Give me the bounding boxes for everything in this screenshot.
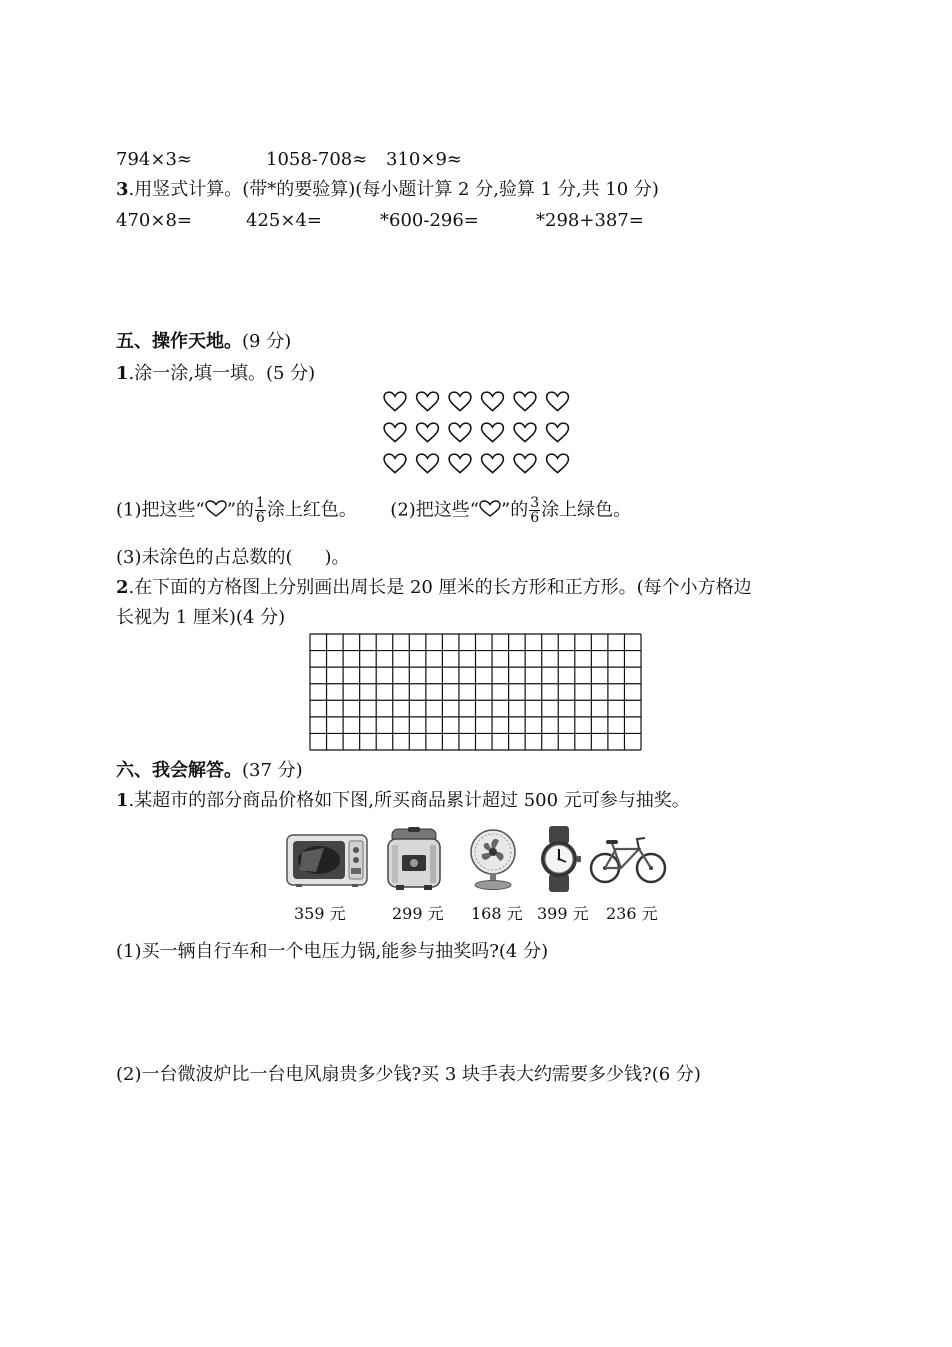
microwave-icon — [286, 832, 368, 888]
part3-text-before: (3)未涂色的占总数的( — [116, 547, 293, 568]
fraction-denominator: 6 — [530, 510, 540, 526]
bicycle-icon — [589, 835, 667, 885]
fraction-one-sixth — [255, 496, 266, 525]
heart-icon[interactable] — [417, 423, 439, 442]
part3-text-after: )。 — [324, 547, 350, 568]
question-number: 1 — [116, 790, 129, 811]
section-5-question-2-cont: 长视为 1 厘米)(4 分) — [116, 607, 286, 628]
heart-icon — [205, 500, 227, 518]
calc-item-4: *298+387= — [536, 210, 644, 231]
section-5-heading — [116, 330, 291, 354]
heart-icon[interactable] — [514, 454, 536, 473]
section-6-q1-sub-2: (2)一台微波炉比一台电风扇贵多少钱?买 3 块手表大约需要多少钱?(6 分) — [116, 1064, 701, 1085]
calc-item-2: 425×4= — [246, 210, 322, 231]
question-3 — [116, 178, 659, 202]
section-5-q1-part-3 — [116, 546, 350, 570]
part1-text-mid: ”的 — [226, 499, 254, 521]
fraction-three-sixths — [529, 496, 540, 525]
fraction-numerator: 1 — [255, 495, 265, 511]
part2-text-mid: ”的 — [501, 499, 529, 521]
heart-icon[interactable] — [384, 454, 406, 473]
heart-icon[interactable] — [482, 454, 504, 473]
heart-icon[interactable] — [482, 392, 504, 411]
question-number: 1 — [116, 363, 129, 384]
pressure-cooker-price: 299 元 — [392, 904, 444, 923]
fraction-numerator: 3 — [530, 495, 540, 511]
hearts-grid — [380, 388, 580, 480]
fraction-denominator: 6 — [255, 510, 265, 526]
question-text: .某超市的部分商品价格如下图,所买商品累计超过 500 元可参与抽奖。 — [128, 790, 690, 811]
part2-text-after: 涂上绿色。 — [541, 499, 632, 521]
section-6-heading — [116, 759, 303, 783]
heart-icon[interactable] — [417, 392, 439, 411]
section-5-question-2 — [116, 576, 752, 600]
heart-icon[interactable] — [547, 423, 569, 442]
heart-icon[interactable] — [449, 423, 471, 442]
electric-fan-icon — [466, 828, 520, 890]
section-5-q1-part-1-2 — [116, 496, 631, 525]
heart-icon[interactable] — [384, 423, 406, 442]
calc-item-3: *600-296= — [380, 210, 479, 231]
part1-text-after: 涂上红色。 — [266, 499, 357, 521]
section-6-q1-sub-1: (1)买一辆自行车和一个电压力锅,能参与抽奖吗?(4 分) — [116, 941, 549, 962]
heart-icon[interactable] — [514, 423, 536, 442]
wristwatch-icon — [537, 826, 581, 892]
question-number: 3 — [116, 179, 129, 200]
part1-text-before: (1)把这些“ — [116, 499, 205, 521]
heart-icon — [479, 500, 501, 518]
section-score: (37 分) — [242, 760, 303, 781]
estimation-item-2: 1058-708≈ — [266, 149, 368, 170]
electric-fan-price: 168 元 — [471, 904, 523, 923]
section-title: 六、我会解答。 — [116, 760, 242, 781]
heart-icon[interactable] — [417, 454, 439, 473]
estimation-item-1: 794×3≈ — [116, 149, 192, 170]
section-title: 五、操作天地。 — [116, 331, 242, 352]
heart-icon[interactable] — [547, 454, 569, 473]
wristwatch-price: 399 元 — [537, 904, 589, 923]
question-number: 2 — [116, 577, 129, 598]
question-text: .涂一涂,填一填。(5 分) — [128, 363, 316, 384]
bicycle-price: 236 元 — [606, 904, 658, 923]
section-score: (9 分) — [242, 331, 292, 352]
heart-icon[interactable] — [449, 454, 471, 473]
question-text: .用竖式计算。(带*的要验算)(每小题计算 2 分,验算 1 分,共 10 分) — [128, 179, 659, 200]
square-grid[interactable] — [309, 633, 642, 751]
section-5-question-1 — [116, 362, 315, 386]
heart-icon[interactable] — [482, 423, 504, 442]
microwave-price: 359 元 — [294, 904, 346, 923]
heart-icon[interactable] — [514, 392, 536, 411]
heart-icon[interactable] — [449, 392, 471, 411]
section-6-question-1 — [116, 789, 690, 813]
heart-icon[interactable] — [547, 392, 569, 411]
pressure-cooker-icon — [386, 827, 442, 891]
calc-item-1: 470×8= — [116, 210, 192, 231]
part2-text-before: (2)把这些“ — [390, 499, 479, 521]
heart-icon[interactable] — [384, 392, 406, 411]
question-text-line-1: .在下面的方格图上分别画出周长是 20 厘米的长方形和正方形。(每个小方格边 — [128, 577, 752, 598]
estimation-item-3: 310×9≈ — [386, 149, 462, 170]
